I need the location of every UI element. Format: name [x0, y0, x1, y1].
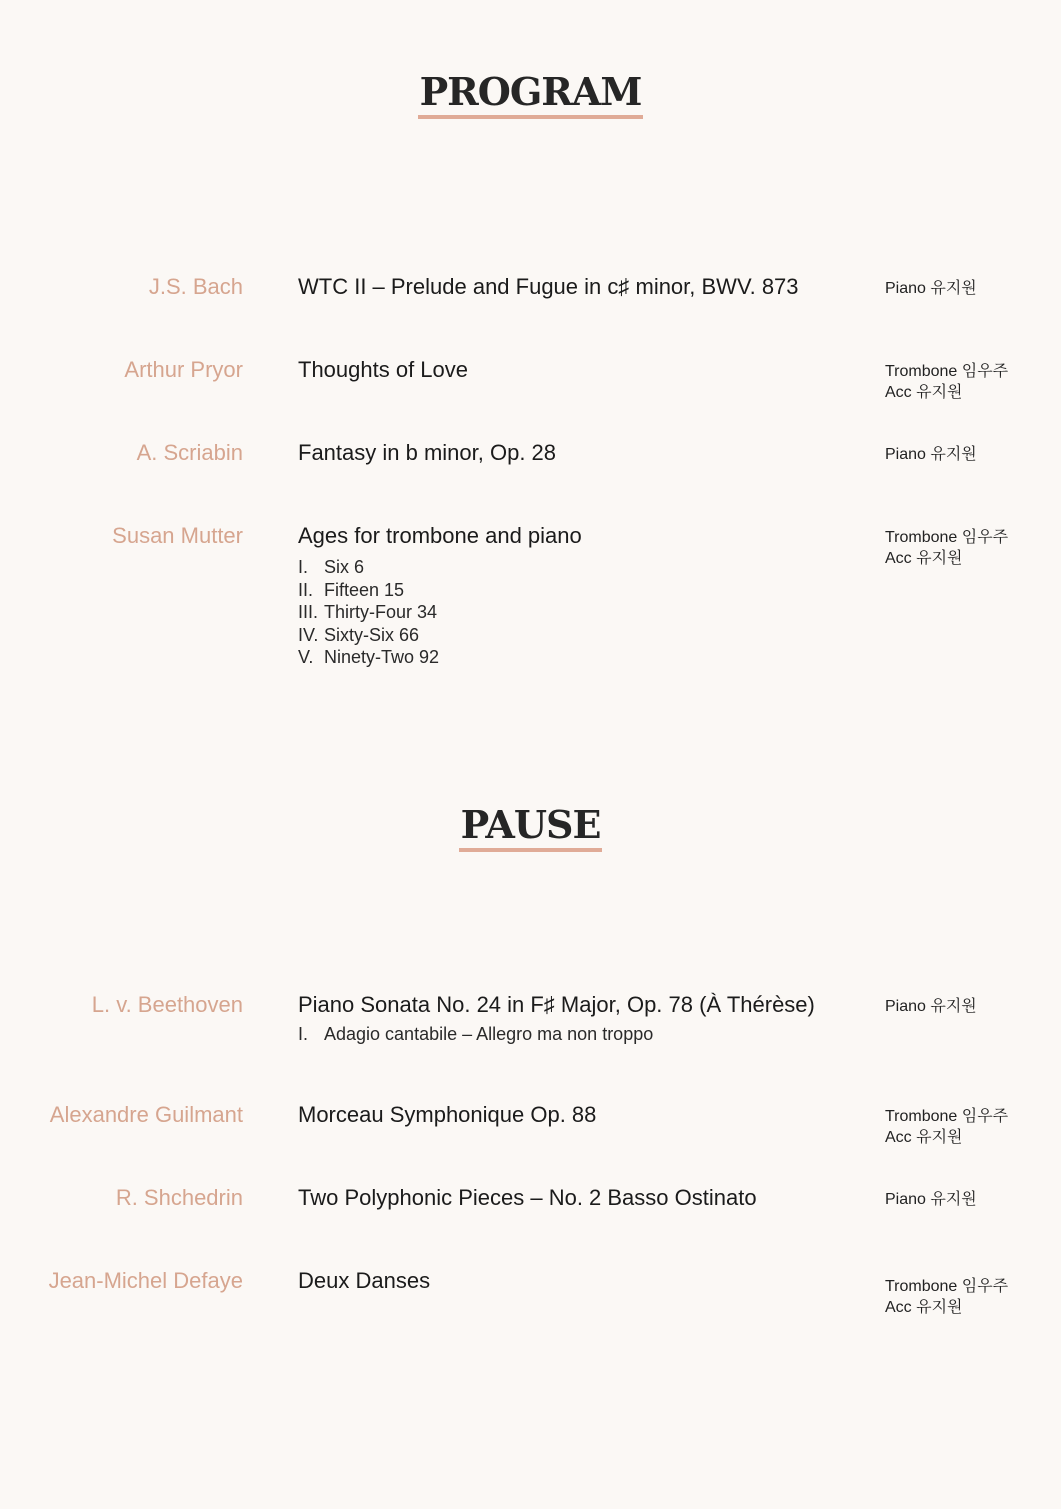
- program-item: [0, 1102, 1061, 1146]
- program-heading-text: PROGRAM: [418, 72, 644, 119]
- movement-item: [298, 601, 439, 624]
- performer-line: Trombone 임우주: [885, 1278, 1009, 1295]
- program-item: [0, 274, 1061, 299]
- composer-name: J.S. Bach: [148, 274, 243, 299]
- program-item: [0, 523, 1061, 668]
- performer-line: Piano 유지원: [885, 998, 977, 1015]
- program-item: [0, 1268, 1061, 1316]
- piece-title: WTC II – Prelude and Fugue in c♯ minor, BWV. 873: [298, 274, 799, 299]
- program-heading: [0, 69, 1061, 119]
- piece-title: Ages for trombone and piano: [298, 523, 582, 548]
- movement-name: Fifteen 15: [324, 579, 405, 600]
- composer-name: Alexandre Guilmant: [49, 1102, 243, 1127]
- piece-title: Two Polyphonic Pieces – No. 2 Basso Ostinato: [298, 1185, 757, 1210]
- composer-name: Jean-Michel Defaye: [48, 1268, 243, 1293]
- movement-number: I.: [298, 557, 309, 577]
- piece-title: Deux Danses: [298, 1268, 431, 1293]
- composer-name: L. v. Beethoven: [91, 992, 243, 1017]
- piece-title: Fantasy in b minor, Op. 28: [298, 440, 557, 465]
- movement-list: [298, 556, 439, 669]
- movement-item: [298, 556, 439, 579]
- performers: [885, 279, 977, 300]
- composer-name: R. Shchedrin: [115, 1185, 243, 1210]
- performers: [885, 1190, 977, 1211]
- performer-line: Acc 유지원: [885, 549, 963, 567]
- movement-number: III.: [298, 602, 319, 623]
- piece-title: Thoughts of Love: [298, 357, 469, 382]
- movement-number: IV.: [298, 624, 319, 645]
- movement-name: Six 6: [324, 557, 365, 577]
- piece-title: Piano Sonata No. 24 in F♯ Major, Op. 78 (À Thérèse): [298, 992, 815, 1017]
- performer-line: Piano 유지원: [885, 1191, 977, 1208]
- performer-line: Trombone 임우주: [885, 1108, 1009, 1125]
- performers: [885, 1277, 1008, 1318]
- movement-item: [298, 646, 439, 669]
- movement-number: I.: [298, 1024, 309, 1044]
- performer-line: Trombone 임우주: [885, 529, 1009, 546]
- movement-number: V.: [298, 647, 314, 668]
- performers: [885, 362, 1008, 403]
- movement-name: Adagio cantabile – Allegro ma non troppo: [324, 1024, 654, 1044]
- performers: [885, 445, 977, 466]
- program-item: [0, 992, 1061, 1044]
- pause-heading: [0, 802, 1061, 852]
- performer-line: Piano 유지원: [885, 446, 977, 463]
- performers: [885, 997, 977, 1018]
- movement-item: [298, 579, 439, 602]
- piece-title: Morceau Symphonique Op. 88: [298, 1102, 597, 1127]
- performers: [885, 528, 1008, 569]
- movement-item: [298, 1023, 653, 1046]
- performer-line: Acc 유지원: [885, 1298, 963, 1316]
- movement-name: Ninety-Two 92: [324, 647, 440, 668]
- movement-name: Thirty-Four 34: [324, 602, 438, 623]
- movement-item: [298, 624, 439, 647]
- performer-line: Trombone 임우주: [885, 363, 1009, 380]
- performers: [885, 1107, 1008, 1148]
- movement-number: II.: [298, 579, 314, 600]
- composer-name: Arthur Pryor: [124, 357, 243, 382]
- program-item: [0, 440, 1061, 465]
- movement-list: [298, 1023, 653, 1046]
- composer-name: A. Scriabin: [136, 440, 243, 465]
- program-item: [0, 1185, 1061, 1210]
- pause-heading-text: PAUSE: [459, 805, 603, 852]
- performer-line: Acc 유지원: [885, 383, 963, 401]
- program-item: [0, 357, 1061, 401]
- performer-line: Acc 유지원: [885, 1128, 963, 1146]
- performer-line: Piano 유지원: [885, 280, 977, 297]
- composer-name: Susan Mutter: [112, 523, 243, 548]
- movement-name: Sixty-Six 66: [324, 624, 420, 645]
